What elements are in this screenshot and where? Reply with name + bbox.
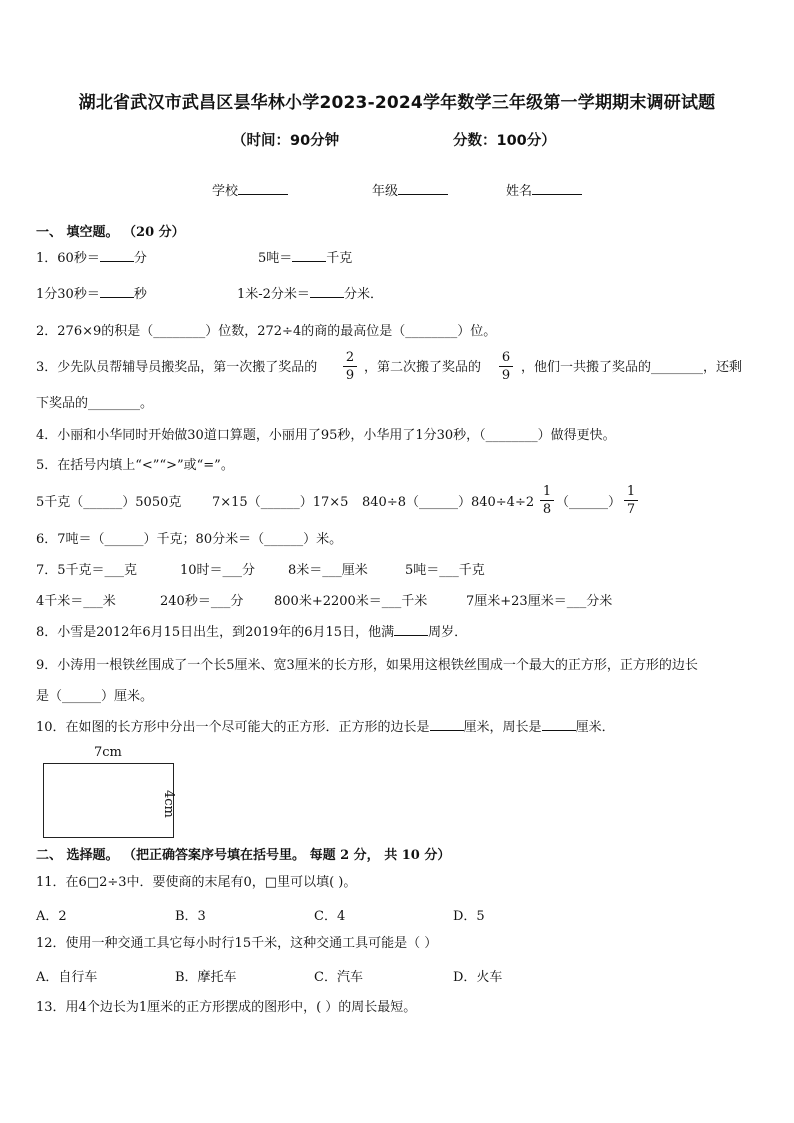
question-1d: 1米-2分米＝ 分米． (237, 287, 383, 302)
question-7c: 8米＝___厘米 (288, 563, 368, 578)
question-7b: 10时＝___分 (180, 563, 256, 578)
answer-blank[interactable] (310, 297, 344, 298)
question-9: 9．小涛用一根铁丝围成了一个长5厘米、宽3厘米的长方形，如果用这根铁丝围成一个最大的正方形，正方形的边长 (36, 658, 698, 673)
question-10: 10．在如图的长方形中分出一个尽可能大的正方形．正方形的边长是 厘米，周长是 厘米． (36, 720, 615, 735)
answer-blank[interactable] (100, 297, 134, 298)
answer-blank[interactable] (430, 730, 464, 731)
q12-option-b[interactable]: B．摩托车 (175, 970, 237, 985)
question-1a: 1．60秒＝ 分 (36, 251, 147, 266)
name-label: 姓名 (506, 184, 533, 199)
question-7d: 5吨＝___千克 (405, 563, 485, 578)
exam-time: （时间：90分钟 (232, 133, 340, 149)
exam-score: 分数：100分） (453, 133, 556, 149)
question-3-post: ，他们一共搬了奖品的________，还剩 (521, 360, 743, 375)
question-9-line2: 是（______）厘米。 (36, 689, 154, 704)
answer-blank[interactable] (394, 635, 428, 636)
question-5d-paren: （______） (556, 495, 622, 510)
fraction-2-9: $\frac{2}{9}$ (343, 350, 357, 383)
name-field (506, 180, 582, 199)
school-blank[interactable] (238, 194, 288, 195)
section-multiple-choice: 二、 选择题。 （把正确答案序号填在括号里。 每题 2 分， 共 10 分） (36, 848, 451, 863)
q12-option-c[interactable]: C．汽车 (314, 970, 363, 985)
question-13: 13．用4个边长为1厘米的正方形摆成的图形中，( ）的周长最短。 (36, 1000, 417, 1015)
fraction-6-9: $\frac{6}{9}$ (499, 350, 513, 383)
rectangle-width-label: 7cm (94, 745, 122, 760)
q11-option-c[interactable]: C．4 (314, 909, 346, 924)
question-7h: 7厘米+23厘米＝___分米 (466, 594, 613, 609)
question-7g: 800米+2200米＝___千米 (274, 594, 428, 609)
question-5c: 840÷8（______）840÷4÷2 (362, 495, 535, 510)
question-11: 11．在6□2÷3中．要使商的末尾有0，□里可以填( )。 (36, 875, 357, 890)
fraction-1-7: $\frac{1}{7}$ (624, 484, 638, 517)
grade-field (372, 180, 448, 199)
question-3-line2: 下奖品的________。 (36, 396, 154, 411)
question-6: 6．7吨＝（______）千克；80分米＝（______）米。 (36, 532, 343, 547)
answer-blank[interactable] (542, 730, 576, 731)
question-4: 4．小丽和小华同时开始做30道口算题，小丽用了95秒，小华用了1分30秒，（________）做得更快。 (36, 428, 616, 443)
question-1c: 1分30秒＝ 秒 (36, 287, 147, 302)
school-label: 学校 (212, 184, 239, 199)
rectangle-figure (43, 763, 174, 838)
answer-blank[interactable] (292, 261, 326, 262)
q12-option-a[interactable]: A．自行车 (36, 970, 98, 985)
grade-blank[interactable] (398, 194, 448, 195)
exam-title: 湖北省武汉市武昌区昙华林小学2023-2024学年数学三年级第一学期期末调研试题 (78, 93, 716, 113)
question-12: 12．使用一种交通工具它每小时行15千米，这种交通工具可能是（ ） (36, 936, 438, 951)
question-3-mid: ，第二次搬了奖品的 (364, 360, 482, 375)
question-8: 8．小雪是2012年6月15日出生，到2019年的6月15日，他满 周岁． (36, 625, 468, 640)
name-blank[interactable] (532, 194, 582, 195)
q11-option-b[interactable]: B．3 (175, 909, 206, 924)
question-7a: 7．5千克＝___克 (36, 563, 138, 578)
question-5: 5．在括号内填上“<”“>”或“=”。 (36, 458, 234, 473)
q12-option-d[interactable]: D．火车 (453, 970, 503, 985)
rectangle-height-label: 4cm (161, 790, 176, 818)
q11-option-a[interactable]: A．2 (36, 909, 67, 924)
question-1b: 5吨＝ 千克 (258, 251, 353, 266)
grade-label: 年级 (372, 184, 399, 199)
fraction-1-8: $\frac{1}{8}$ (540, 484, 554, 517)
q11-option-d[interactable]: D．5 (453, 909, 485, 924)
question-5b: 7×15（______）17×5 (212, 495, 349, 510)
question-5a: 5千克（______）5050克 (36, 495, 182, 510)
answer-blank[interactable] (100, 261, 134, 262)
section-fill-blank: 一、 填空题。 （20 分） (36, 225, 185, 240)
school-field (212, 180, 288, 199)
question-7e: 4千米＝___米 (36, 594, 116, 609)
question-7f: 240秒＝___分 (160, 594, 244, 609)
question-3-pre: 3．少先队员帮辅导员搬奖品，第一次搬了奖品的 (36, 360, 318, 375)
question-2: 2．276×9的积是（________）位数，272÷4的商的最高位是（________）位。 (36, 324, 497, 339)
